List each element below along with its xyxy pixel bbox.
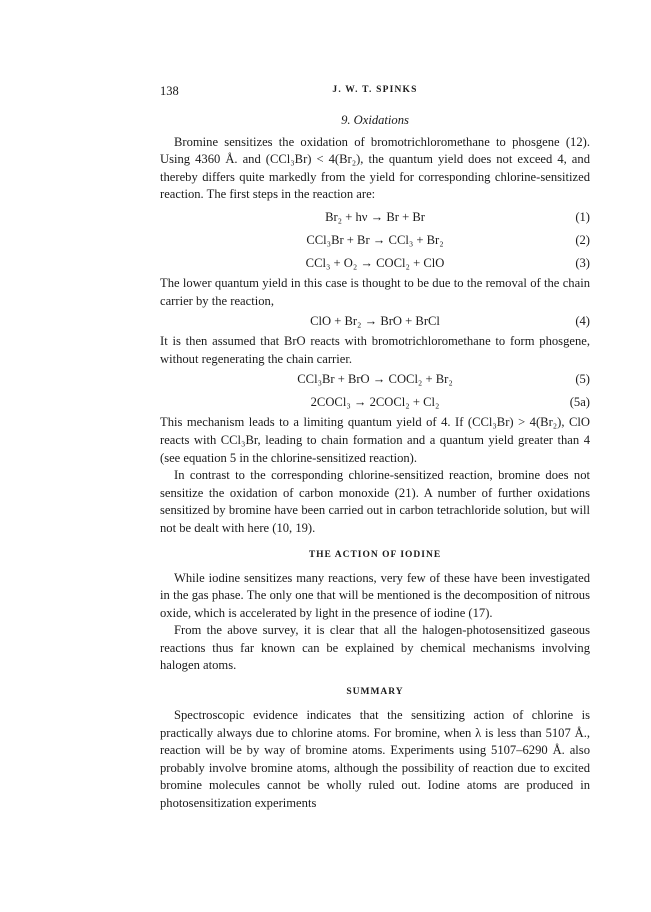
equation-formula: CCl₃Br + Br → CCl₃ + Br₂ <box>306 232 444 247</box>
page-number: 138 <box>160 84 179 98</box>
equation-number: (5a) <box>569 395 590 410</box>
equation-formula: ClO + Br₂ → BrO + BrCl <box>310 314 440 329</box>
heading-action-of-iodine: THE ACTION OF IODINE <box>308 549 442 560</box>
equation-formula: Br₂ + hν → Br + Br <box>325 209 425 224</box>
paragraph-mechanism: This mechanism leads to a limiting quantum yield of 4. If (CCl₃Br) > 4(Br₂), ClO reacts with CCl₃Br, leading to chain formation and a quantum yield greater than 4 (see equation 5 in the chlorine-sensitized reaction). <box>160 415 590 465</box>
paragraph-lower-yield: The lower quantum yield in this case is thought to be due to the removal of the chain carrier by the reaction, <box>160 275 590 308</box>
paragraph-contrast: In contrast to the corresponding chlorine-sensitized reaction, bromine does not sensitize the oxidation of carbon monoxide (21). A number of further oxidations sensitized by bromine have been carried out in carbon tetrachloride solution, but will not be dealt with here (10, 19). <box>160 468 590 535</box>
equation-formula: 2COCl₃ → 2COCl₂ + Cl₂ <box>310 395 440 410</box>
equation-number: (4) <box>575 314 590 329</box>
paragraph-bro-reacts: It is then assumed that BrO reacts with bromotrichloromethane to form phosgene, without regenerating the chain carrier. <box>160 334 590 366</box>
equation-formula: CCl₃Br + BrO → COCl₂ + Br₂ <box>297 372 453 387</box>
paragraph-survey: From the above survey, it is clear that all the halogen-photosensitized gaseous reactions thus far known can be explained by chemical mechanisms involving halogen atoms. <box>160 623 590 673</box>
heading-summary: SUMMARY <box>346 687 404 698</box>
paragraph-summary: Spectroscopic evidence indicates that the sensitizing action of chlorine is practically always due to chlorine atoms. For bromine, when λ is less than 5107 Å., reaction will be by way of bromine atoms. Experiments using 5107–6290 Å. also probably involve bromine atoms, although the possibility of reaction due to excited bromine molecules cannot be wholly ruled out. Iodine atoms are produced in photosensitization experiments <box>160 708 590 811</box>
equation-2 <box>160 229 590 252</box>
equation-number: (2) <box>575 232 590 247</box>
equation-4 <box>160 310 590 333</box>
equation-5a <box>160 391 590 414</box>
page-header <box>160 84 590 100</box>
equation-number: (3) <box>575 255 590 270</box>
equation-formula: CCl₃ + O₂ → COCl₂ + ClO <box>305 255 445 270</box>
equation-1 <box>160 206 590 229</box>
equation-3 <box>160 252 590 275</box>
paragraph-iodine: While iodine sensitizes many reactions, very few of these have been investigated in the gas phase. The only one that will be mentioned is the decomposition of nitrous oxide, which is accelerated by light in the presence of iodine (17). <box>160 570 590 620</box>
paragraph-bromine-oxidation: Bromine sensitizes the oxidation of bromotrichloromethane to phosgene (12). Using 4360 Å. and (CCl₃Br) < 4(Br₂), the quantum yield does not exceed 4, and thereby differs quite markedly from the yield for corresponding chlorine-sensitized reaction. The first steps in the reaction are: <box>160 134 590 202</box>
equation-number: (1) <box>575 209 590 224</box>
page-body <box>160 112 590 813</box>
equation-number: (5) <box>575 372 590 387</box>
running-head: J. W. T. SPINKS <box>332 85 418 95</box>
section-title: 9. Oxidations <box>341 113 409 127</box>
equation-5 <box>160 368 590 391</box>
